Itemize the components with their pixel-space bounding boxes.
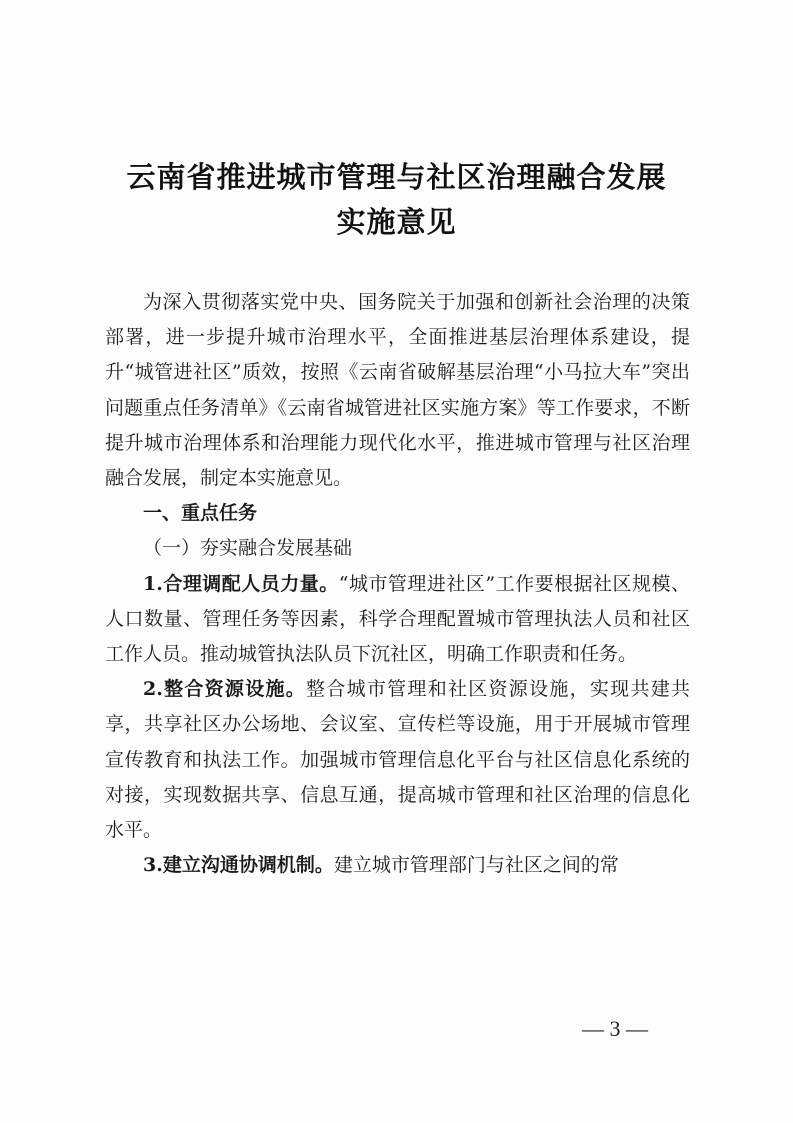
intro-paragraph: 为深入贯彻落实党中央、国务院关于加强和创新社会治理的决策部署，进一步提升城市治理水平，全面推进基层治理体系建设，提升“城管进社区”质效，按照《云南省破解基层治理“小马拉大车”突出问题重点任务清单》《云南省城管进社区实施方案》等工作要求，不断提升城市治理体系和治理能力现代化水平，推进城市管理与社区治理融合发展，制定本实施意见。: [105, 291, 690, 490]
task-item-2-lead: 2.整合资源设施。: [143, 678, 307, 701]
task-item-3-lead: 3.建立沟通协调机制。: [143, 854, 334, 877]
task-item-2-text: 整合城市管理和社区资源设施，实现共建共享，共享社区办公场地、会议室、宣传栏等设施，用于开展城市管理宣传教育和执法工作。加强城市管理信息化平台与社区信息化系统的对接，实现数据共享、信息互通，提高城市管理和社区治理的信息化水平。: [105, 678, 690, 842]
task-item-1-text: “城市管理进社区”工作要根据社区规模、人口数量、管理任务等因素，科学合理配置城市管理执法人员和社区工作人员。推动城管执法队员下沉社区，明确工作职责和任务。: [105, 572, 690, 666]
page-number: — 3 —: [582, 1016, 648, 1041]
task-item-3-text: 建立城市管理部门与社区之间的常: [333, 854, 619, 877]
task-item-3: [105, 848, 690, 883]
document-title-line-2: 实施意见: [336, 205, 457, 239]
task-item-1: [105, 567, 690, 673]
document-body: [105, 285, 690, 883]
section-heading: 一、重点任务: [143, 502, 258, 525]
task-item-1-lead: 1.合理调配人员力量。: [143, 572, 339, 595]
subsection-heading: （一）夯实融合发展基础: [143, 537, 353, 560]
document-title-line-1: 云南省推进城市管理与社区治理融合发展: [126, 160, 667, 194]
task-item-2: [105, 672, 690, 848]
